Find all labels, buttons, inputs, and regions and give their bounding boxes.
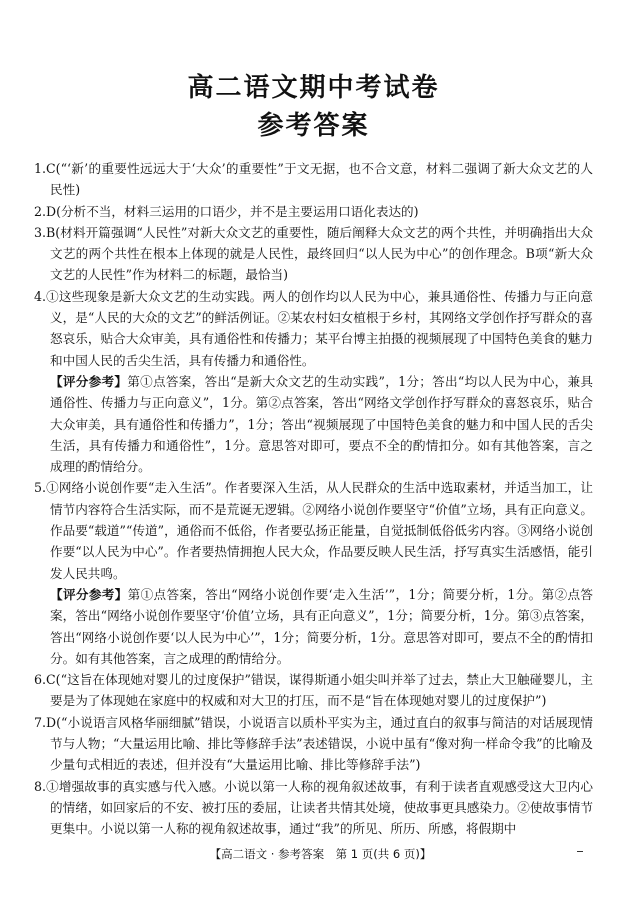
scoring-tag: 【评分参考】 (50, 586, 128, 602)
page-subtitle: 参考答案 (257, 111, 370, 141)
page-footer: 【高二语文 · 参考答案 第 1 页(共 6 页)】 (209, 847, 432, 861)
scoring-note-4 (34, 371, 593, 477)
answer-item-1: 1.C(“‘新’的重要性远远大于‘大众’的重要性”于文无据，也不合文意，材料二强调了新大众文艺的人民性) (34, 161, 593, 198)
scoring-text: 第①点答案，答出“是新大众文艺的生动实践”，1分；答出“均以人民为中心，兼具通俗性、传播力与正向意义”，1分。第②点答案，答出“网络文学创作抒写群众的喜怒哀乐，贴合大众审美，具有通俗性和传播力”，1分；答出“视频展现了中国特色美食的魅力和中国人民的舌尖生活，具有传播力和通俗性”，1分。意思答对即可，要点不全的酌情扣分。如有其他答案，言之成理的酌情给分。 (50, 373, 594, 475)
scoring-text: 第①点答案，答出“网络小说创作要‘走入生活’”，1分；简要分析，1分。第②点答案，答出“网络小说创作要坚守‘价值’立场，具有正向意义”，1分；简要分析，1分。第③点答案，答出“网络小说创作要‘以人民为中心’”，1分；简要分析，1分。意思答对即可，要点不全的酌情扣分。如有其他答案，言之成理的酌情给分。 (50, 586, 593, 666)
answer-item-3: 3.B(材料开篇强调“人民性”对新大众文艺的重要性，随后阐释大众文艺的两个共性，并明确指出大众文艺的两个共性在根本上体现的就是人民性，最终回归“以人民为中心”的创作理念。B项“新大众文艺的人民性”作为材料二的标题，最恰当) (34, 224, 593, 283)
corner-mark (577, 851, 583, 852)
answer-content (34, 158, 593, 840)
page-title: 高二语文期中考试卷 (187, 73, 440, 103)
answer-item-8: 8.①增强故事的真实感与代入感。小说以第一人称的视角叙述故事，有利于读者直观感受这大卫内心的情绪，如回家后的不安、被打压的委屈，让读者共情其处境，使故事更具感染力。②使故事情节更集中。小说以第一人称的视角叙述故事，通过“我”的所见、所历、所感，将假期中 (34, 778, 593, 837)
scoring-tag: 【评分参考】 (50, 373, 128, 389)
answer-item-7: 7.D(“小说语言风格华丽细腻”错误，小说语言以质朴平实为主，通过直白的叙事与简洁的对话展现情节与人物；“大量运用比喻、排比等修辞手法”表述错误，小说中虽有“像对狗一样命令我”的比喻及少量句式相近的表述，但并没有“大量运用比喻、排比等修辞手法”) (34, 714, 593, 773)
scoring-note-5 (34, 584, 593, 669)
answer-item-6: 6.C(“这旨在体现她对婴儿的过度保护”错误，谋得斯通小姐尖叫并举了过去，禁止大卫触碰婴儿，主要是为了体现她在家庭中的权威和对大卫的打压，而不是“旨在体现她对婴儿的过度保护”) (34, 672, 593, 709)
answer-item-2: 2.D(分析不当，材料三运用的口语少，并不是主要运用口语化表达的) (34, 203, 419, 219)
answer-item-5: 5.①网络小说创作要“走入生活”。作者要深入生活，从人民群众的生活中选取素材，并适当加工，让情节内容符合生活实际，而不是荒诞无逻辑。②网络小说创作要坚守“价值”立场，具有正向意义。作品要“载道”“传道”，通俗而不低俗，作者要弘扬正能量，自觉抵制低俗低劣内容。③网络小说创作要“以人民为中心”。作者要热情拥抱人民大众，作品要反映人民生活，抒写真实生活感悟，能引发人民共鸣。 (34, 480, 593, 581)
answer-item-4: 4.①这些现象是新大众文艺的生动实践。两人的创作均以人民为中心，兼具通俗性、传播力与正向意义，是“人民的大众的文艺”的鲜活例证。②某农村妇女植根于乡村，其网络文学创作抒写群众的喜怒哀乐，贴合大众审美，具有通俗性和传播力；某平台博主拍摄的视频展现了中国特色美食的魅力和中国人民的舌尖生活，具有传播力和通俗性。 (34, 288, 593, 368)
